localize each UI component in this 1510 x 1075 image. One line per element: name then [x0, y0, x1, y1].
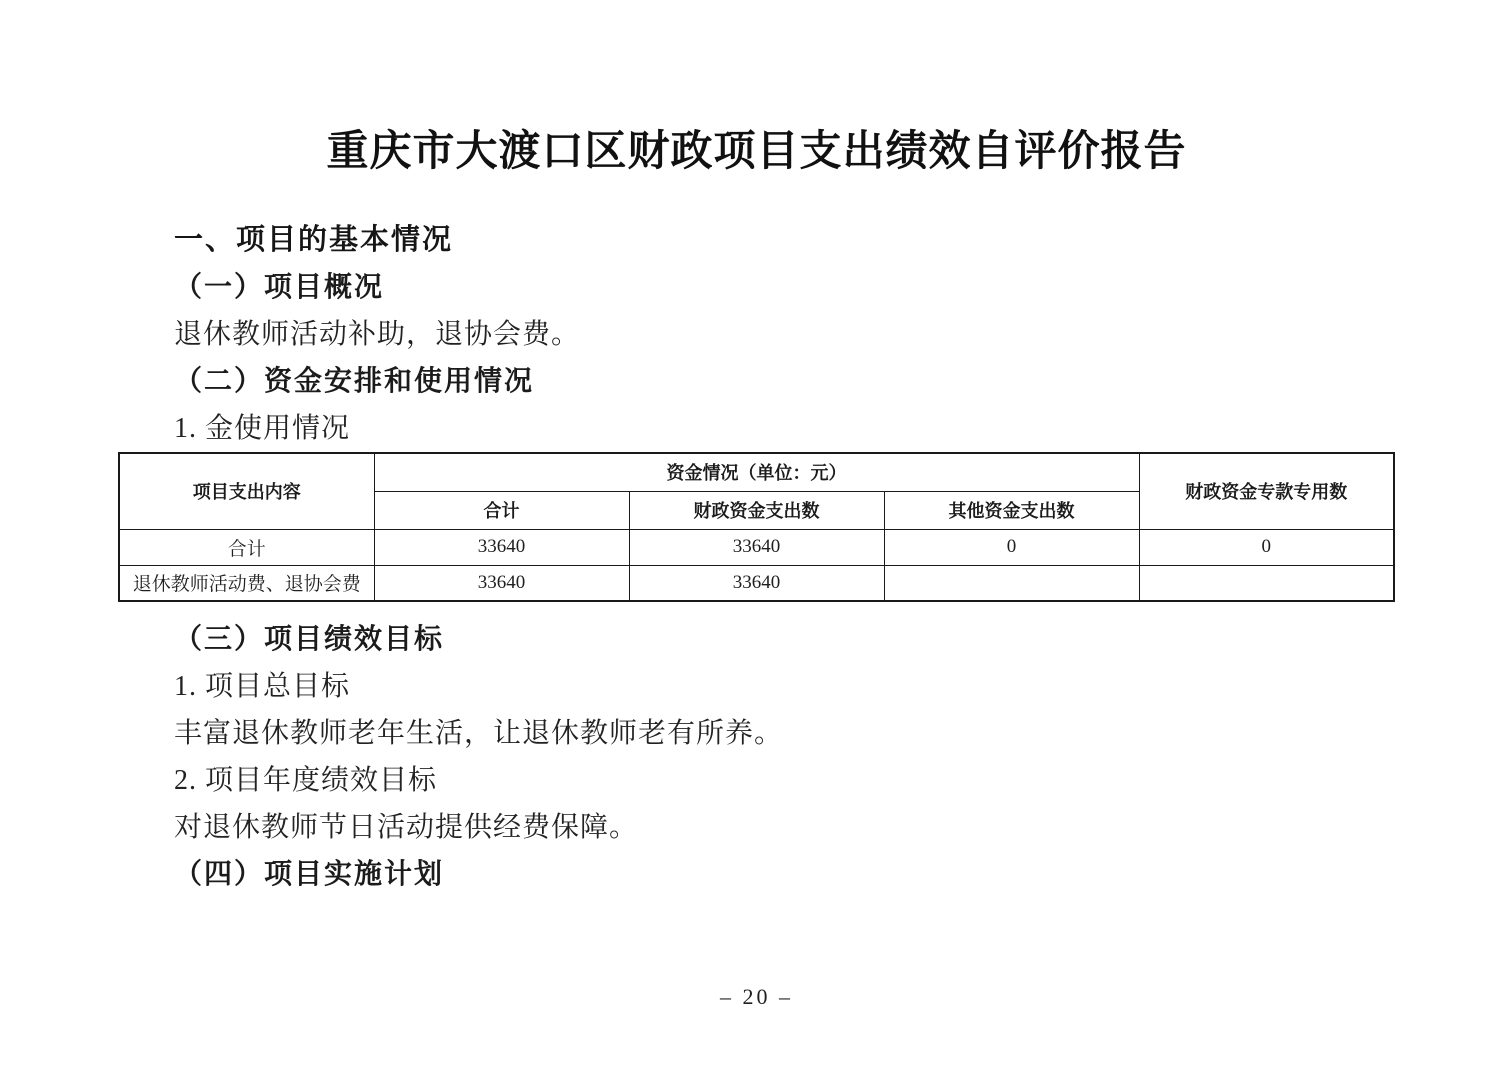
- subsection-4-heading: （四）项目实施计划: [174, 859, 445, 890]
- subsection-1-1-heading: （一）项目概况: [174, 272, 385, 303]
- table-header-row-1: [119, 453, 1394, 491]
- section-1-heading: 一、项目的基本情况: [174, 224, 454, 256]
- item-overall-goal: 1. 项目总目标: [174, 671, 351, 702]
- item-fund-usage: 1. 金使用情况: [174, 413, 351, 444]
- paragraph-annual-goal: 对退休教师节日活动提供经费保障。: [174, 812, 639, 843]
- table-header-earmark: 财政资金专款专用数: [1139, 453, 1394, 529]
- table-header-content: 项目支出内容: [119, 453, 374, 529]
- table-row-retired-teachers: [119, 565, 1394, 601]
- table-cell-total: 33640: [374, 529, 629, 565]
- table-header-fiscal: 财政资金支出数: [629, 491, 884, 529]
- table-header-funds-group: 资金情况（单位：元）: [374, 453, 1139, 491]
- funds-table: [118, 452, 1395, 602]
- item-annual-goal: 2. 项目年度绩效目标: [174, 765, 438, 796]
- table-cell-content: 合计: [119, 529, 374, 565]
- page-number: – 20 –: [720, 984, 793, 1009]
- paragraph-overall-goal: 丰富退休教师老年生活，让退休教师老有所养。: [174, 718, 784, 749]
- table-cell-earmark: 0: [1139, 529, 1394, 565]
- table-row-total: [119, 529, 1394, 565]
- table-cell-other: [884, 565, 1139, 601]
- table-cell-other: 0: [884, 529, 1139, 565]
- table-cell-earmark: [1139, 565, 1394, 601]
- table-cell-fiscal: 33640: [629, 565, 884, 601]
- table-cell-total: 33640: [374, 565, 629, 601]
- table-header-other: 其他资金支出数: [884, 491, 1139, 529]
- table-cell-fiscal: 33640: [629, 529, 884, 565]
- table-cell-content: 退休教师活动费、退协会费: [119, 565, 374, 601]
- table-header-total: 合计: [374, 491, 629, 529]
- paragraph-project-overview: 退休教师活动补助，退协会费。: [174, 319, 581, 350]
- subsection-1-2-heading: （二）资金安排和使用情况: [174, 366, 535, 397]
- subsection-3-heading: （三）项目绩效目标: [174, 624, 445, 655]
- page-title: 重庆市大渡口区财政项目支出绩效自评价报告: [326, 129, 1187, 175]
